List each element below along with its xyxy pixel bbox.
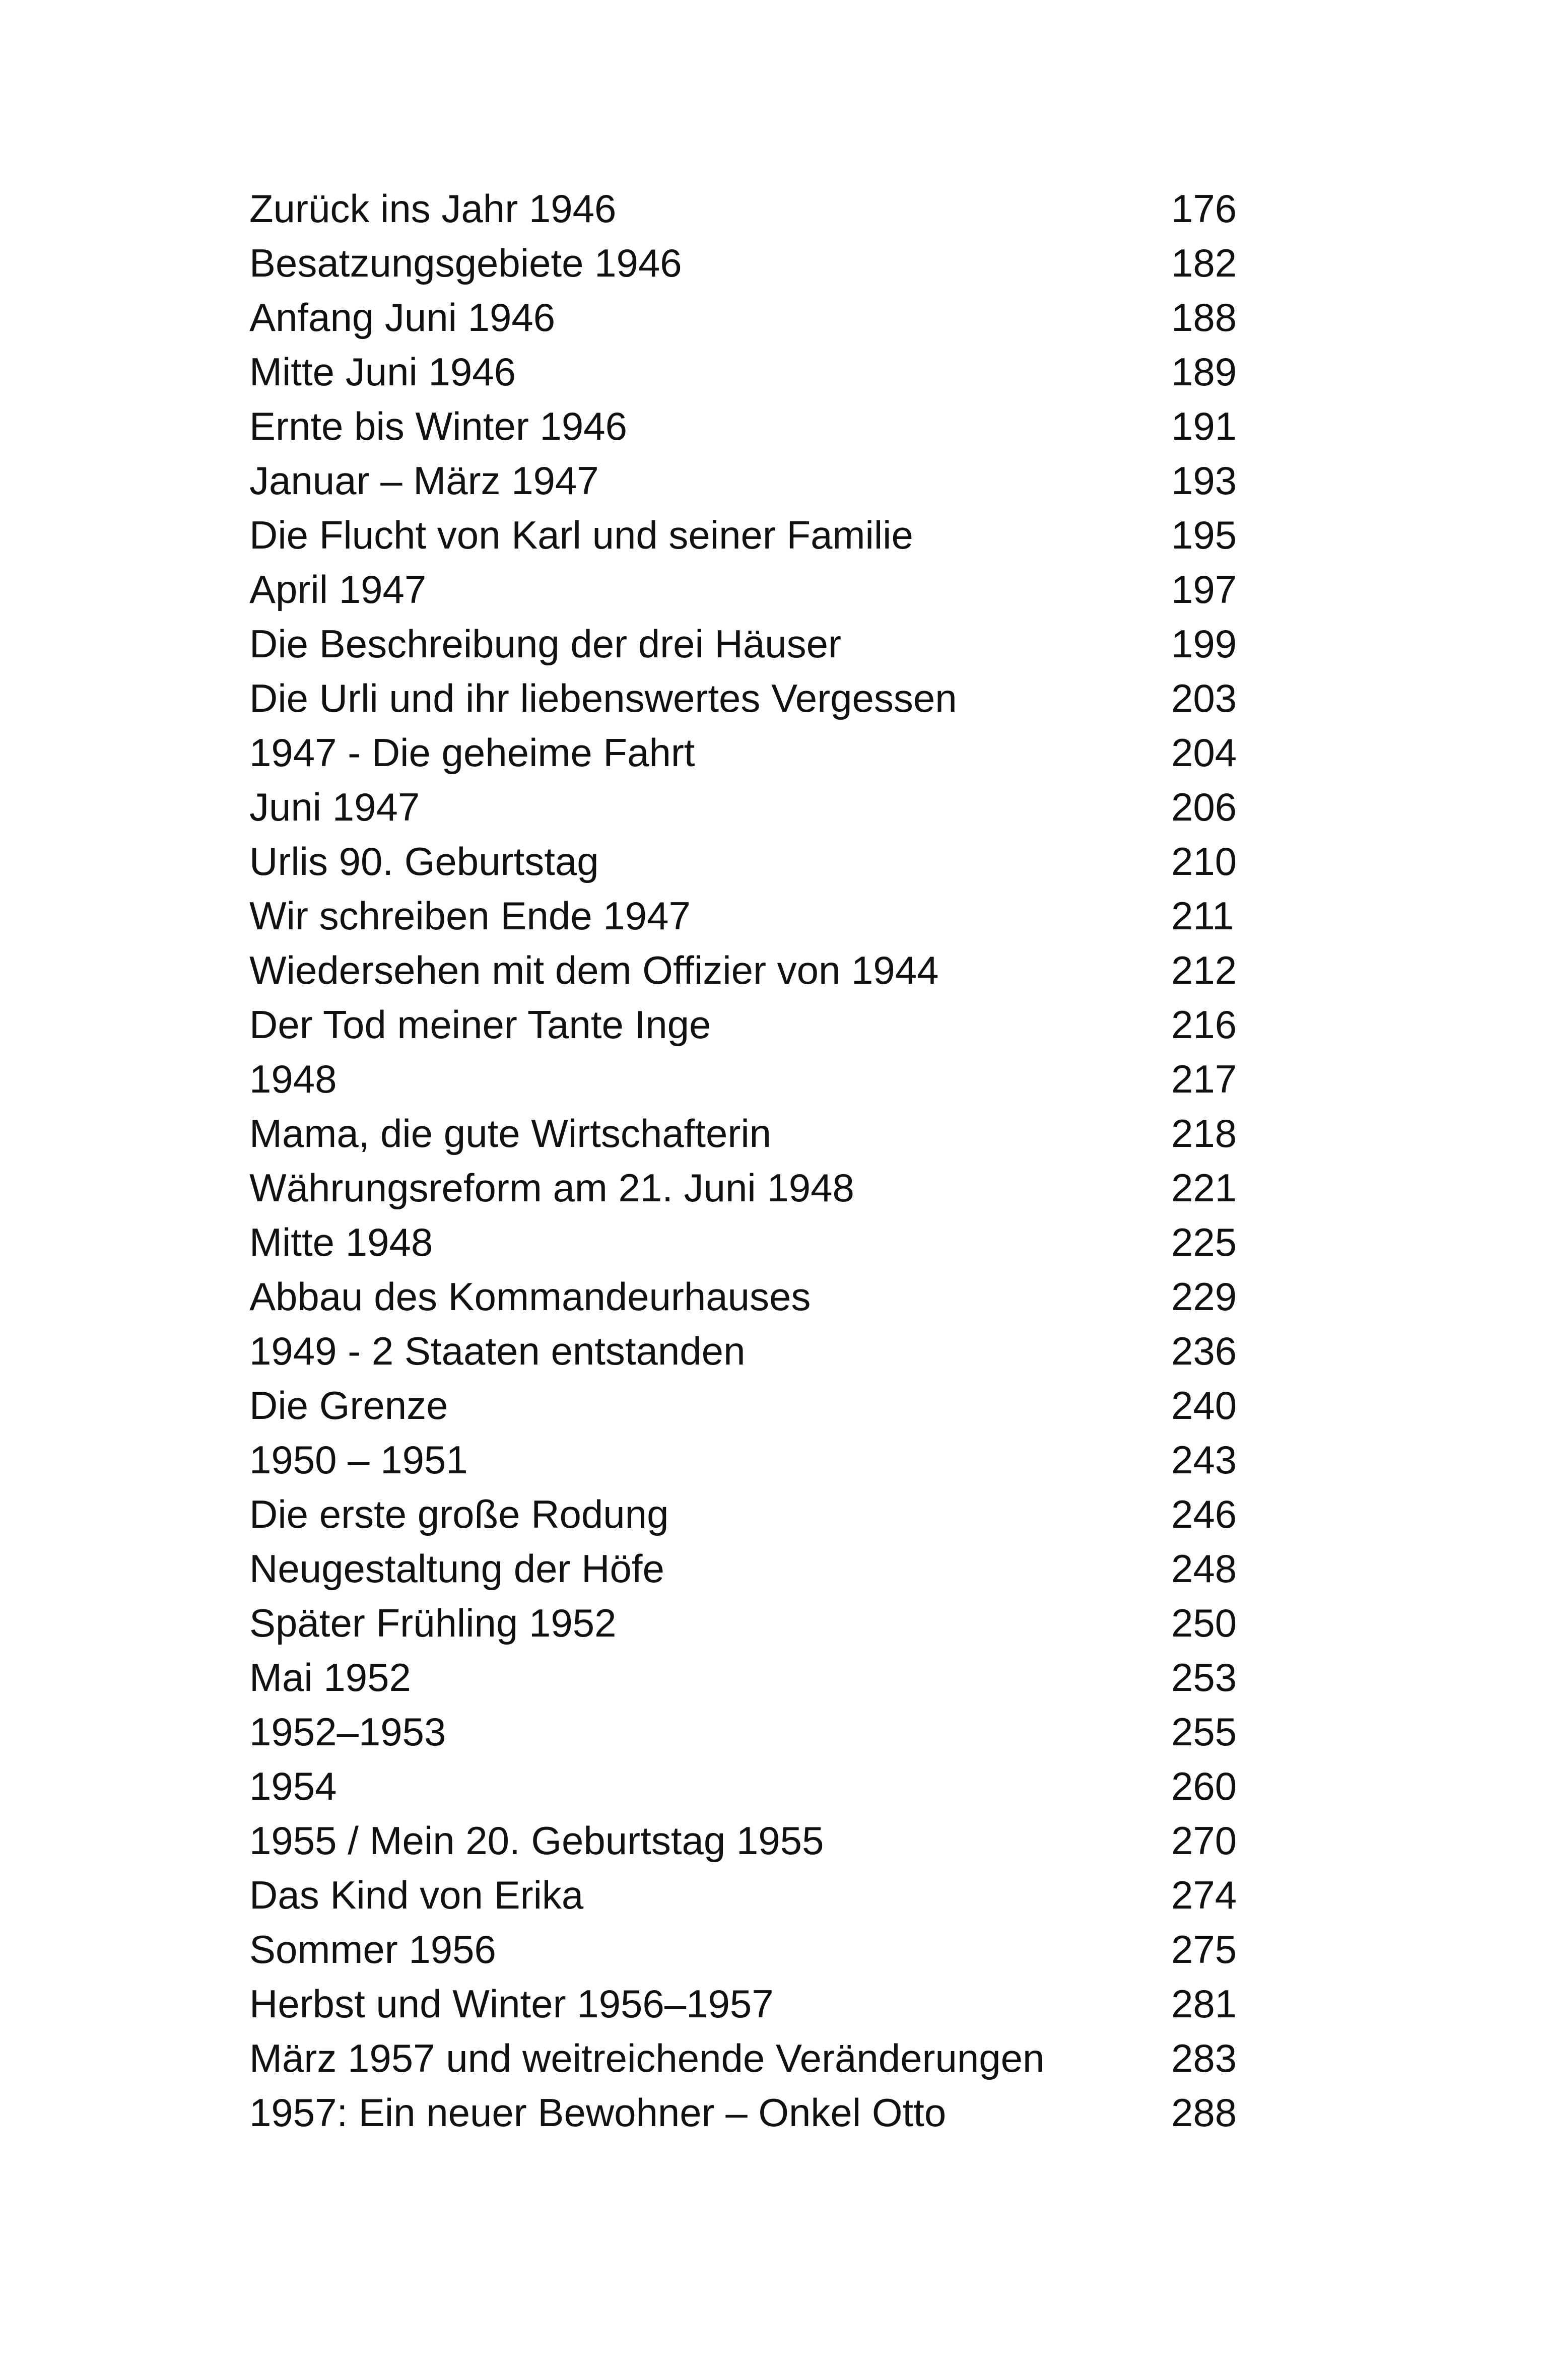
toc-entry xyxy=(249,508,1257,562)
toc-entry-title: Die erste große Rodung xyxy=(249,1492,669,1536)
toc-entry-title: April 1947 xyxy=(249,567,427,611)
toc-entry xyxy=(249,1759,1257,1813)
toc-entry xyxy=(249,617,1257,671)
toc-entry-page-number: 193 xyxy=(1171,458,1237,503)
toc-entry-page-number: 229 xyxy=(1171,1274,1237,1319)
toc-entry xyxy=(249,236,1257,290)
toc-entry xyxy=(249,1813,1257,1868)
toc-entry-page-number: 221 xyxy=(1171,1166,1237,1210)
toc-entry-page-number: 270 xyxy=(1171,1818,1237,1863)
toc-entry xyxy=(249,1378,1257,1433)
toc-entry-page-number: 246 xyxy=(1171,1492,1237,1536)
toc-entry-title: Mitte 1948 xyxy=(249,1220,433,1264)
toc-entry-page-number: 182 xyxy=(1171,241,1237,285)
toc-entry-page-number: 255 xyxy=(1171,1710,1237,1754)
toc-entry xyxy=(249,1106,1257,1161)
toc-entry xyxy=(249,834,1257,889)
toc-entry xyxy=(249,453,1257,508)
toc-entry xyxy=(249,1705,1257,1759)
toc-entry-page-number: 250 xyxy=(1171,1601,1237,1645)
toc-entry-title: Mitte Juni 1946 xyxy=(249,350,516,394)
toc-entry-page-number: 274 xyxy=(1171,1873,1237,1917)
toc-entry-title: Mama, die gute Wirtschafterin xyxy=(249,1111,772,1155)
toc-entry-page-number: 260 xyxy=(1171,1764,1237,1808)
toc-entry xyxy=(249,399,1257,453)
toc-entry-page-number: 225 xyxy=(1171,1220,1237,1264)
toc-entry-title: Der Tod meiner Tante Inge xyxy=(249,1002,711,1047)
toc-entry-title: 1947 - Die geheime Fahrt xyxy=(249,730,695,775)
toc-entry-title: Anfang Juni 1946 xyxy=(249,295,556,339)
toc-entry-page-number: 203 xyxy=(1171,676,1237,720)
toc-entry xyxy=(249,1541,1257,1596)
toc-entry xyxy=(249,1977,1257,2031)
toc-entry-page-number: 188 xyxy=(1171,295,1237,339)
toc-entry xyxy=(249,1269,1257,1324)
toc-entry-title: 1949 - 2 Staaten entstanden xyxy=(249,1329,746,1373)
toc-entry-title: Die Flucht von Karl und seiner Familie xyxy=(249,513,913,557)
toc-entry-title: Sommer 1956 xyxy=(249,1927,496,1971)
toc-entry-page-number: 189 xyxy=(1171,350,1237,394)
toc-entry-page-number: 236 xyxy=(1171,1329,1237,1373)
toc-entry xyxy=(249,2085,1257,2140)
toc-entry-title: Die Grenze xyxy=(249,1383,448,1427)
toc-entry xyxy=(249,1487,1257,1541)
toc-entry-page-number: 288 xyxy=(1171,2090,1237,2135)
toc-entry-page-number: 206 xyxy=(1171,785,1237,829)
toc-entry-title: Wir schreiben Ende 1947 xyxy=(249,894,691,938)
toc-entry-page-number: 211 xyxy=(1171,894,1234,938)
toc-entry-title: Später Frühling 1952 xyxy=(249,1601,617,1645)
toc-entry-title: Urlis 90. Geburtstag xyxy=(249,839,599,883)
toc-entry-page-number: 197 xyxy=(1171,567,1237,611)
toc-entry-title: Zurück ins Jahr 1946 xyxy=(249,186,617,231)
toc-entry-title: Januar – März 1947 xyxy=(249,458,599,503)
toc-entry xyxy=(249,1922,1257,1977)
toc-entry xyxy=(249,181,1257,236)
toc-entry-page-number: 176 xyxy=(1171,186,1237,231)
toc-entry-title: Wiedersehen mit dem Offizier von 1944 xyxy=(249,948,939,992)
toc-entry-page-number: 275 xyxy=(1171,1927,1237,1971)
toc-entry-page-number: 281 xyxy=(1171,1982,1237,2026)
toc-entry-title: Neugestaltung der Höfe xyxy=(249,1546,664,1591)
toc-entry-page-number: 199 xyxy=(1171,622,1237,666)
toc-entry-page-number: 191 xyxy=(1171,404,1237,448)
toc-entry xyxy=(249,997,1257,1052)
toc-entry-page-number: 248 xyxy=(1171,1546,1237,1591)
toc-entry xyxy=(249,1161,1257,1215)
toc-entry-title: 1957: Ein neuer Bewohner – Onkel Otto xyxy=(249,2090,947,2135)
toc-entry-title: Juni 1947 xyxy=(249,785,420,829)
toc-entry xyxy=(249,562,1257,617)
toc-entry-title: Abbau des Kommandeurhauses xyxy=(249,1274,811,1319)
toc-entry-title: 1952–1953 xyxy=(249,1710,446,1754)
toc-entry xyxy=(249,1596,1257,1650)
toc-entry xyxy=(249,1650,1257,1705)
toc-entry xyxy=(249,1215,1257,1269)
toc-entry-title: Das Kind von Erika xyxy=(249,1873,584,1917)
toc-entry-page-number: 216 xyxy=(1171,1002,1237,1047)
toc-entry xyxy=(249,889,1257,943)
toc-entry xyxy=(249,1052,1257,1106)
toc-entry-title: 1955 / Mein 20. Geburtstag 1955 xyxy=(249,1818,824,1863)
toc-entry-title: Die Beschreibung der drei Häuser xyxy=(249,622,841,666)
toc-entry xyxy=(249,780,1257,834)
toc-entry xyxy=(249,943,1257,997)
toc-entry-page-number: 195 xyxy=(1171,513,1237,557)
toc-entry-page-number: 240 xyxy=(1171,1383,1237,1427)
toc-entry-title: Ernte bis Winter 1946 xyxy=(249,404,628,448)
toc-entry-page-number: 283 xyxy=(1171,2036,1237,2080)
toc-entry xyxy=(249,1324,1257,1378)
toc-entry xyxy=(249,671,1257,725)
table-of-contents xyxy=(249,181,1257,2140)
toc-entry xyxy=(249,1433,1257,1487)
toc-entry-title: Mai 1952 xyxy=(249,1655,411,1699)
toc-entry xyxy=(249,290,1257,345)
toc-entry xyxy=(249,2031,1257,2085)
toc-entry-page-number: 212 xyxy=(1171,948,1237,992)
toc-entry-title: Die Urli und ihr liebenswertes Vergessen xyxy=(249,676,957,720)
toc-entry xyxy=(249,1868,1257,1922)
toc-entry-title: März 1957 und weitreichende Veränderungen xyxy=(249,2036,1045,2080)
toc-entry-title: Währungsreform am 21. Juni 1948 xyxy=(249,1166,854,1210)
toc-entry-title: Herbst und Winter 1956–1957 xyxy=(249,1982,774,2026)
toc-entry-page-number: 204 xyxy=(1171,730,1237,775)
toc-entry-title: 1950 – 1951 xyxy=(249,1438,468,1482)
toc-entry-title: 1948 xyxy=(249,1057,337,1101)
toc-entry-title: 1954 xyxy=(249,1764,337,1808)
toc-entry-page-number: 210 xyxy=(1171,839,1237,883)
toc-entry-page-number: 217 xyxy=(1171,1057,1237,1101)
toc-entry-page-number: 218 xyxy=(1171,1111,1237,1155)
toc-entry-page-number: 253 xyxy=(1171,1655,1237,1699)
toc-entry xyxy=(249,345,1257,399)
toc-entry xyxy=(249,725,1257,780)
toc-entry-page-number: 243 xyxy=(1171,1438,1237,1482)
toc-entry-title: Besatzungsgebiete 1946 xyxy=(249,241,682,285)
